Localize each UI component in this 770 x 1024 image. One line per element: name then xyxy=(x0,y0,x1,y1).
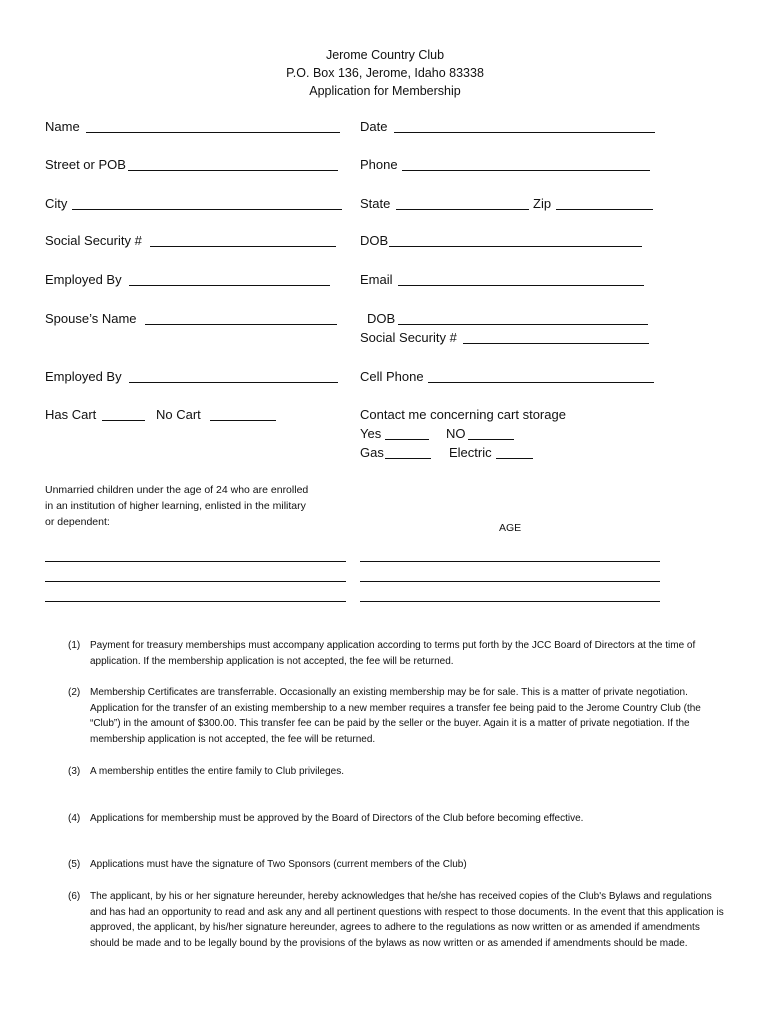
street-label: Street or POB xyxy=(45,157,126,172)
gas-label: Gas xyxy=(360,445,384,460)
no-cart-label: No Cart xyxy=(156,407,201,422)
club-name: Jerome Country Club xyxy=(325,48,445,62)
note-number: (4) xyxy=(68,813,81,824)
club-address: P.O. Box 136, Jerome, Idaho 83338 xyxy=(286,66,484,80)
yes-label: Yes xyxy=(360,426,382,441)
email-field[interactable] xyxy=(398,285,644,286)
no-field[interactable] xyxy=(468,439,514,440)
spouse-dob-label: DOB xyxy=(367,311,396,326)
child-name-field-3[interactable] xyxy=(45,601,346,602)
form-title: Application for Membership xyxy=(309,84,461,98)
note-number: (3) xyxy=(68,766,81,777)
phone-label: Phone xyxy=(360,157,398,172)
spouse-dob-field[interactable] xyxy=(398,324,648,325)
email-label: Email xyxy=(360,272,393,287)
cell-phone-label: Cell Phone xyxy=(360,369,424,384)
employed-by-field[interactable] xyxy=(129,285,330,286)
spouse-employed-by-label: Employed By xyxy=(45,369,122,384)
name-field[interactable] xyxy=(86,132,340,133)
spouse-ssn-label: Social Security # xyxy=(360,330,457,345)
date-label: Date xyxy=(360,119,388,134)
note-text: Membership Certificates are transferrable. Occasionally an existing membership may be for sale. This is a matter of private negotiation. Application for the transfer of an existing membership to a new member requires a transfer fee being paid to the Jerome Country Club (the “Club”) in the amount of $300.00. This transfer fee can be paid by the seller or the buyer. Again it is a matter of private negotiation. If the membership application is not accepted, the fee will be returned. xyxy=(90,687,701,745)
child-name-field-2[interactable] xyxy=(45,581,346,582)
note-text: Payment for treasury memberships must accompany application according to terms put forth by the JCC Board of Directors at the time of application. If the membership application is not accepted, the fee will be returned. xyxy=(90,640,696,667)
note-number: (1) xyxy=(68,640,81,651)
child-age-field-3[interactable] xyxy=(360,601,660,602)
phone-field[interactable] xyxy=(402,170,650,171)
ssn-label: Social Security # xyxy=(45,233,142,248)
spouse-ssn-field[interactable] xyxy=(463,343,649,344)
name-label: Name xyxy=(45,119,80,134)
no-cart-field[interactable] xyxy=(210,420,276,421)
spouse-name-label: Spouse’s Name xyxy=(45,311,137,326)
dob-label: DOB xyxy=(360,233,389,248)
employed-by-label: Employed By xyxy=(45,272,122,287)
note-number: (5) xyxy=(68,859,81,870)
street-field[interactable] xyxy=(128,170,338,171)
date-field[interactable] xyxy=(394,132,655,133)
spouse-name-field[interactable] xyxy=(145,324,337,325)
note-text: Applications for membership must be approved by the Board of Directors of the Club before becoming effective. xyxy=(90,813,584,824)
note-number: (2) xyxy=(68,687,81,698)
electric-field[interactable] xyxy=(496,458,533,459)
state-field[interactable] xyxy=(396,209,529,210)
cart-storage-label: Contact me concerning cart storage xyxy=(360,407,566,422)
zip-field[interactable] xyxy=(556,209,653,210)
yes-field[interactable] xyxy=(385,439,429,440)
note-text: The applicant, by his or her signature hereunder, hereby acknowledges that he/she has received copies of the Club's Bylaws and regulations and has had an opportunity to read and ask any and all pertinent questions with respect to those documents. In the event that this application is approved, the applicant, by his/her signature hereunder, agrees to adhere to the regulations as now written or as amended if amendments should be made and to be legally bound by the provisions of the bylaws as now written or as amended if amendments should be made. xyxy=(90,891,724,949)
dob-field[interactable] xyxy=(389,246,642,247)
gas-field[interactable] xyxy=(385,458,431,459)
children-desc-line2: in an institution of higher learning, enlisted in the military xyxy=(45,500,306,512)
has-cart-field[interactable] xyxy=(102,420,145,421)
child-age-field-1[interactable] xyxy=(360,561,660,562)
city-label: City xyxy=(45,196,68,211)
children-desc-line1: Unmarried children under the age of 24 who are enrolled xyxy=(45,484,309,496)
has-cart-label: Has Cart xyxy=(45,407,97,422)
cell-phone-field[interactable] xyxy=(428,382,654,383)
state-label: State xyxy=(360,196,391,211)
child-name-field-1[interactable] xyxy=(45,561,346,562)
zip-label: Zip xyxy=(533,196,552,211)
city-field[interactable] xyxy=(72,209,342,210)
note-number: (6) xyxy=(68,891,81,902)
note-text: Applications must have the signature of Two Sponsors (current members of the Club) xyxy=(90,859,467,870)
no-label: NO xyxy=(446,426,466,441)
children-desc-line3: or dependent: xyxy=(45,516,110,528)
note-text: A membership entitles the entire family to Club privileges. xyxy=(90,766,345,777)
age-label: AGE xyxy=(499,522,522,534)
spouse-employed-by-field[interactable] xyxy=(129,382,338,383)
electric-label: Electric xyxy=(449,445,492,460)
child-age-field-2[interactable] xyxy=(360,581,660,582)
ssn-field[interactable] xyxy=(150,246,336,247)
